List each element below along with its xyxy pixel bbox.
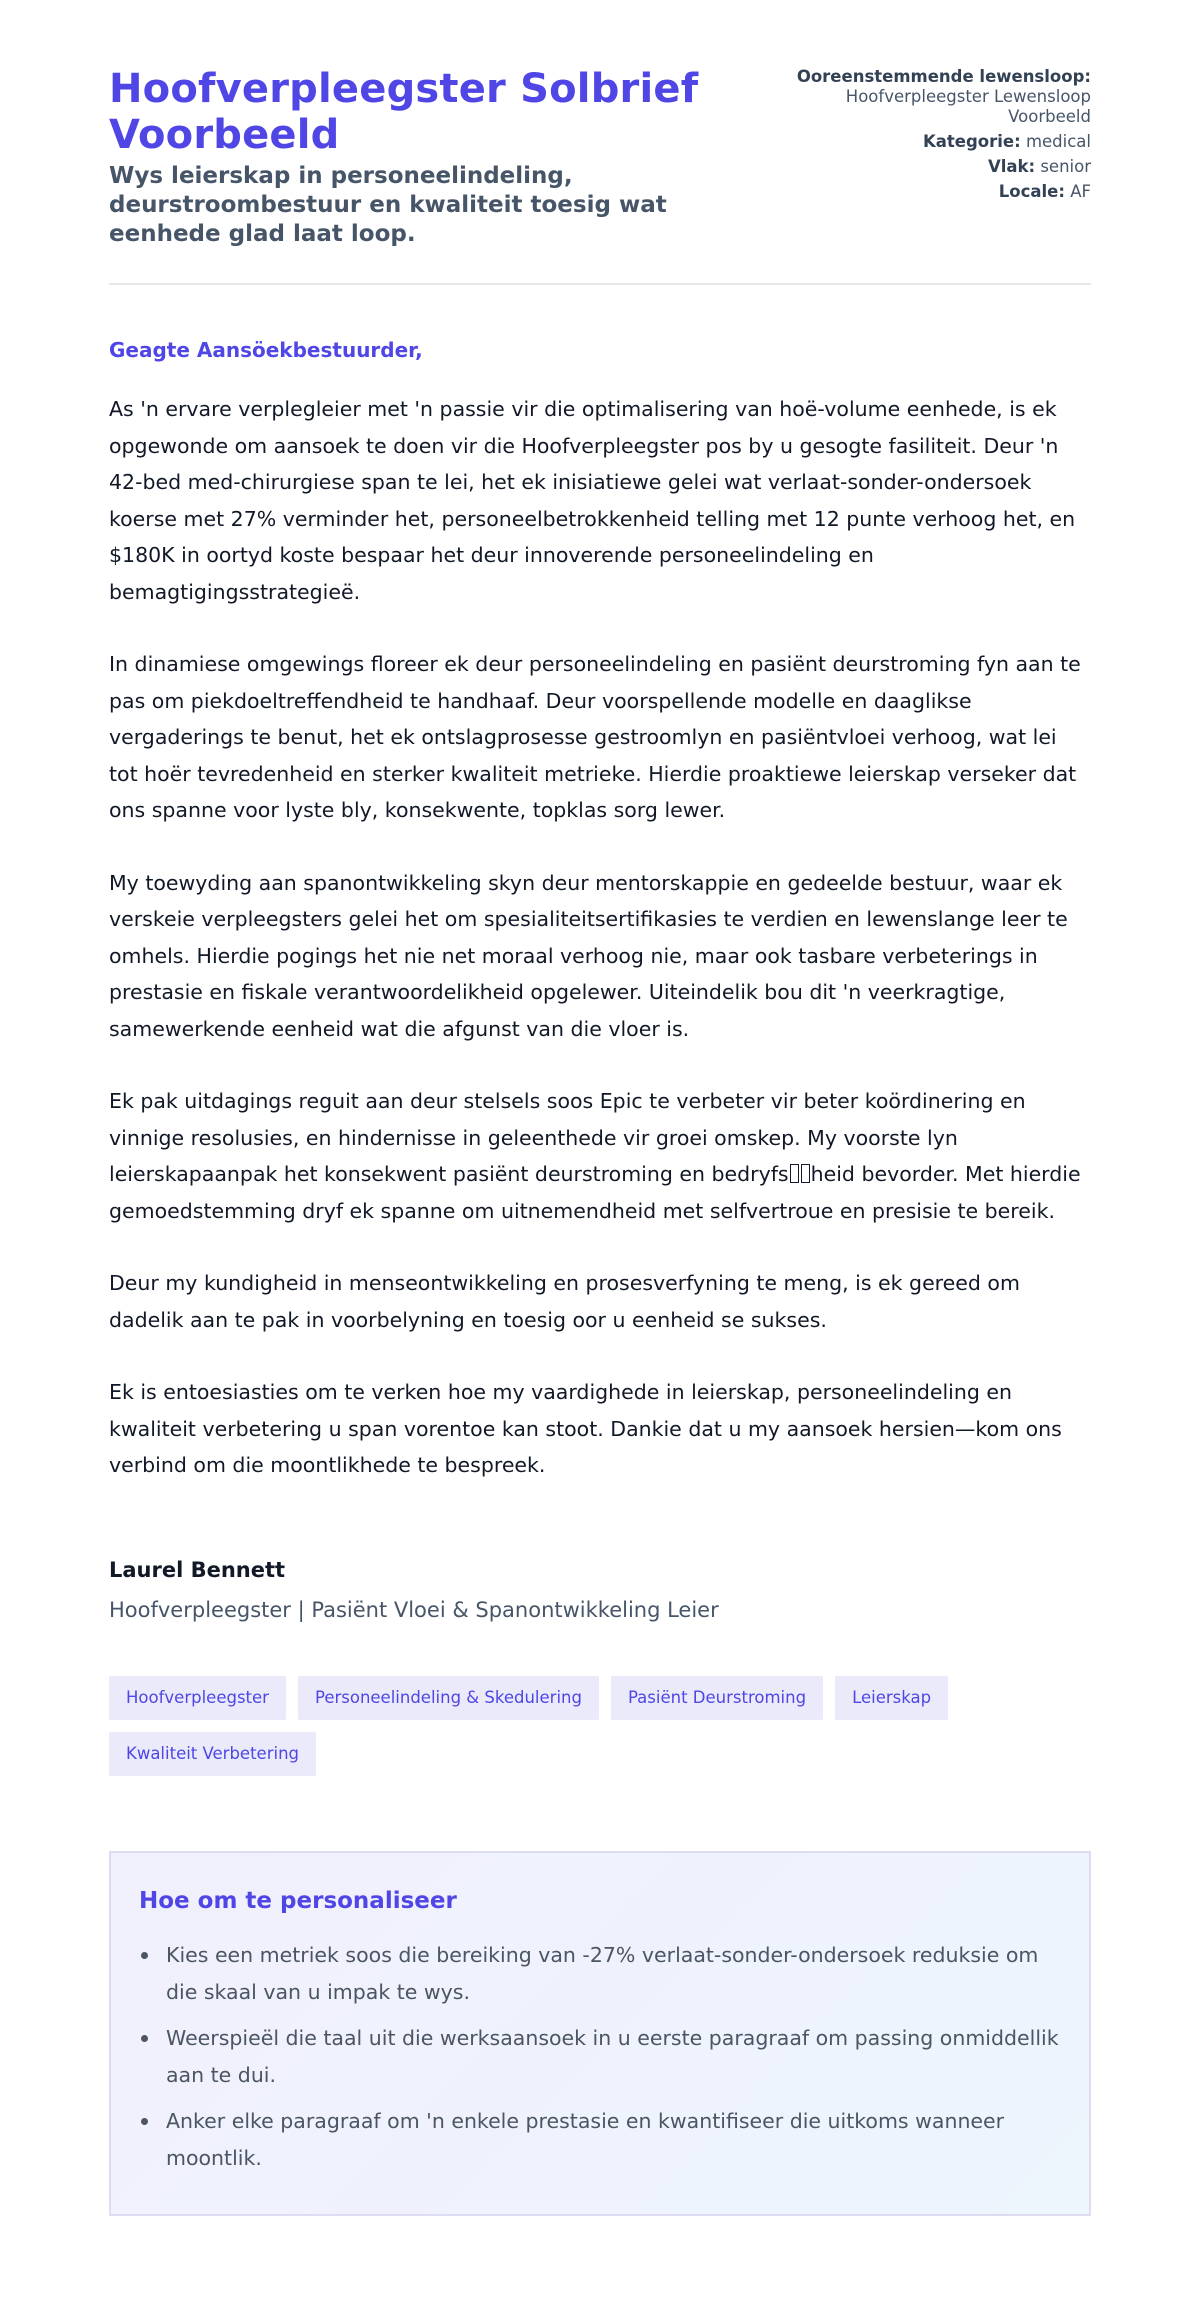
letter-paragraph: Deur my kundigheid in menseontwikkeling en prosesverfyning te meng, is ek gereed om dadelik aan te pak in voorbelyning en toesig oor u eenheid se sukses. [109, 1271, 1020, 1332]
missing-glyph-icon [790, 1164, 799, 1183]
meta-locale [791, 182, 1091, 202]
skill-tag: Kwaliteit Verbetering [109, 1732, 316, 1776]
letter-paragraph: My toewyding aan spanontwikkeling skyn deur mentorskappie en gedeelde bestuur, waar ek verskeie verpleegsters gelei het om spesialiteitsertifikasies te verdien en lewenslange leer te omhels. Hierdie pogings het nie net moraal verhoog nie, maar ook tasbare verbeterings in prestasie en fiskale verantwoordelikheid opgelewer. Uiteindelik bou dit 'n veerkragtige, samewerkende eenheid wat die afgunst van die vloer is. [109, 870, 1068, 1041]
page-subtitle: Wys leierskap in personeelindeling, deurstroombestuur en kwaliteit toesig wat eenhede glad laat loop. [109, 163, 667, 247]
meta-level [791, 157, 1091, 177]
letter-body [109, 337, 1091, 1484]
skill-tags [109, 1676, 1099, 1776]
meta-category-value: medical [1025, 132, 1091, 151]
skill-tag: Leierskap [835, 1676, 948, 1720]
paragraph-text-before: Ek pak uitdagings reguit aan deur stelsels soos Epic te verbeter vir beter koördinering en vinnige resolusies, en hindernisse in geleenthede vir groei omskep. My voorste lyn leierskapaanpak het konsekwent pasiënt deurstroming en bedryfs [109, 1089, 1026, 1186]
meta-level-label: Vlak: [987, 157, 1036, 176]
meta-category [791, 132, 1091, 152]
skill-tag: Pasiënt Deurstroming [611, 1676, 823, 1720]
signature-block [109, 1556, 1091, 1624]
meta-matching-resume-label: Ooreenstemmende lewensloop: [796, 67, 1091, 86]
meta-level-value: senior [1040, 157, 1091, 176]
meta-panel [791, 66, 1091, 207]
title-block [109, 66, 759, 249]
personalize-tips-box [109, 1851, 1091, 2216]
skill-tag: Hoofverpleegster [109, 1676, 286, 1720]
tip-item: Weerspieël die taal uit die werksaansoek in u eerste paragraaf om passing onmiddellik aan te dui. [139, 2020, 1061, 2094]
tip-item: Kies een metriek soos die bereiking van -27% verlaat-sonder-ondersoek reduksie om die skaal van u impak te wys. [139, 1937, 1061, 2011]
meta-locale-label: Locale: [998, 182, 1065, 201]
page-title: Hoofverpleegster Solbrief Voorbeeld [109, 66, 699, 158]
tips-title: Hoe om te personaliseer [139, 1887, 457, 1914]
letter-paragraph: In dinamiese omgewings floreer ek deur personeelindeling en pasiënt deurstroming fyn aan te pas om piekdoeltreffendheid te handhaaf. Deur voorspellende modelle en daaglikse vergaderings te benut, het ek ontslagprosesse gestroomlyn en pasiëntvloei verhoog, wat lei tot hoër tevredenheid en sterker kwaliteit metrieke. Hierdie proaktiewe leierskap verseker dat ons spanne voor lyste bly, konsekwente, topklas sorg lewer. [109, 652, 1081, 822]
paragraph-text-after: heid bevorder. Met hierdie gemoedstemming dryf ek spanne om uitnemendheid met selfvertroue en presisie te bereik. [109, 1162, 1081, 1223]
page-header [109, 66, 1091, 285]
meta-matching-resume-value: Hoofverpleegster Lewensloop Voorbeeld [845, 87, 1091, 126]
meta-locale-value: AF [1070, 182, 1091, 201]
letter-paragraph [109, 1083, 1091, 1229]
letter-greeting: Geagte Aansöekbestuurder, [109, 338, 423, 362]
signature-role: Hoofverpleegster | Pasiënt Vloei & Spanontwikkeling Leier [109, 1597, 719, 1622]
meta-category-label: Kategorie: [922, 132, 1021, 151]
tips-list [139, 1937, 1061, 2177]
meta-matching-resume [791, 67, 1091, 127]
letter-paragraphs [109, 391, 1091, 1484]
signature-name: Laurel Bennett [109, 1557, 286, 1582]
letter-paragraph: Ek is entoesiasties om te verken hoe my vaardighede in leierskap, personeelindeling en kwaliteit verbetering u span vorentoe kan stoot. Dankie dat u my aansoek hersien—kom ons verbind om die moontlikhede te bespreek. [109, 1380, 1062, 1477]
tip-item: Anker elke paragraaf om 'n enkele prestasie en kwantifiseer die uitkoms wanneer moontlik. [139, 2103, 1061, 2177]
skill-tag: Personeelindeling & Skedulering [298, 1676, 599, 1720]
missing-glyph-icon [801, 1164, 810, 1183]
letter-paragraph: As 'n ervare verplegleier met 'n passie vir die optimalisering van hoë-volume eenhede, is ek opgewonde om aansoek te doen vir die Hoofverpleegster pos by u gesogte fasiliteit. Deur 'n 42-bed med-chirurgiese span te lei, het ek inisiatiewe gelei wat verlaat-sonder-ondersoek koerse met 27% verminder het, personeelbetrokkenheid telling met 12 punte verhoog het, en $180K in oortyd koste bespaar het deur innoverende personeelindeling en bemagtigingsstrategieë. [109, 397, 1076, 604]
